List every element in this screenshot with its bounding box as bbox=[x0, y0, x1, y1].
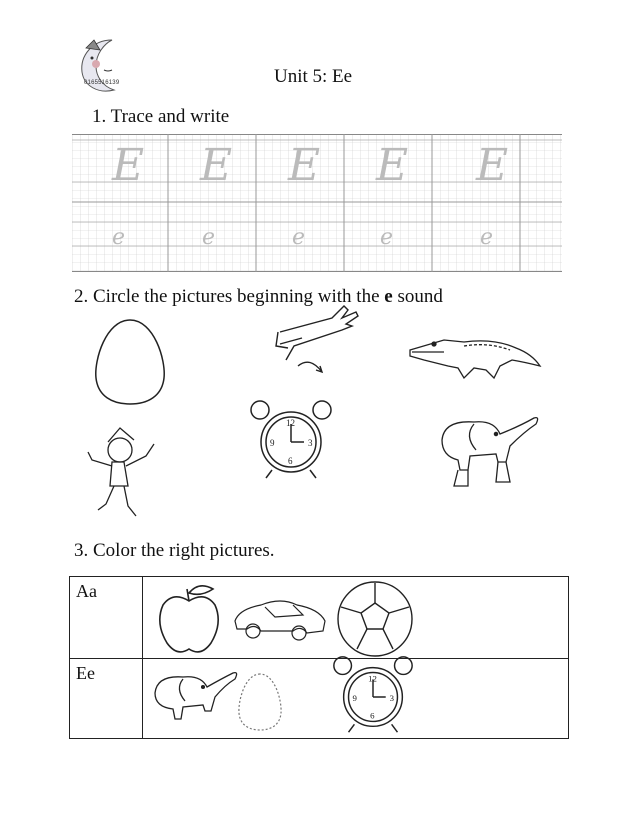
svg-text:6: 6 bbox=[288, 456, 293, 466]
crocodile-icon[interactable] bbox=[404, 326, 544, 391]
elf-icon[interactable] bbox=[84, 424, 164, 529]
clock-icon[interactable] bbox=[327, 653, 419, 742]
section3-heading: 3. Color the right pictures. bbox=[74, 540, 275, 561]
trace-letter-upper: E bbox=[476, 140, 509, 191]
svg-text:9: 9 bbox=[270, 438, 275, 448]
trace-letter-lower: e bbox=[112, 225, 126, 250]
egg-icon[interactable] bbox=[235, 671, 285, 738]
car-icon[interactable] bbox=[231, 591, 329, 652]
trace-letter-lower: e bbox=[480, 225, 494, 250]
page-title: Unit 5: Ee bbox=[274, 66, 353, 87]
section2-heading bbox=[74, 286, 443, 308]
row-label: Aa bbox=[70, 577, 143, 659]
section1-heading: 1. Trace and write bbox=[92, 106, 230, 127]
ball-icon[interactable] bbox=[335, 579, 415, 664]
svg-text:3: 3 bbox=[308, 438, 313, 448]
svg-text:6: 6 bbox=[370, 710, 375, 721]
section2-heading-suffix: sound bbox=[392, 286, 443, 307]
trace-letter-lower: e bbox=[380, 225, 394, 250]
picture-cell bbox=[143, 577, 569, 659]
logo-number: 0165516139 bbox=[84, 80, 120, 86]
moon-icon bbox=[74, 36, 144, 96]
trace-letter-upper: E bbox=[200, 140, 233, 191]
tracing-grid bbox=[72, 134, 562, 272]
trace-letter-upper: E bbox=[376, 140, 409, 191]
table-row bbox=[70, 659, 569, 739]
elephant-icon[interactable] bbox=[149, 667, 241, 736]
egg-icon[interactable] bbox=[90, 316, 170, 413]
svg-text:12: 12 bbox=[286, 418, 295, 428]
apple-icon[interactable] bbox=[153, 583, 225, 662]
trace-letter-lower: e bbox=[202, 225, 216, 250]
moon-logo bbox=[74, 36, 144, 96]
svg-text:12: 12 bbox=[368, 673, 377, 684]
clock-icon[interactable] bbox=[244, 398, 338, 487]
svg-text:9: 9 bbox=[352, 692, 357, 703]
svg-text:3: 3 bbox=[389, 692, 395, 703]
trace-letter-upper: E bbox=[288, 140, 321, 191]
table-row bbox=[70, 577, 569, 659]
trace-letter-lower: e bbox=[292, 225, 306, 250]
trace-letter-upper: E bbox=[112, 140, 145, 191]
arm-icon[interactable] bbox=[272, 300, 364, 385]
row-label: Ee bbox=[70, 659, 143, 739]
color-table bbox=[69, 576, 569, 739]
section2-heading-text: 2. Circle the pictures beginning with the bbox=[74, 286, 385, 307]
picture-cell bbox=[143, 659, 569, 739]
elephant-icon[interactable] bbox=[424, 410, 544, 497]
section2-heading-bold: e bbox=[384, 286, 393, 307]
